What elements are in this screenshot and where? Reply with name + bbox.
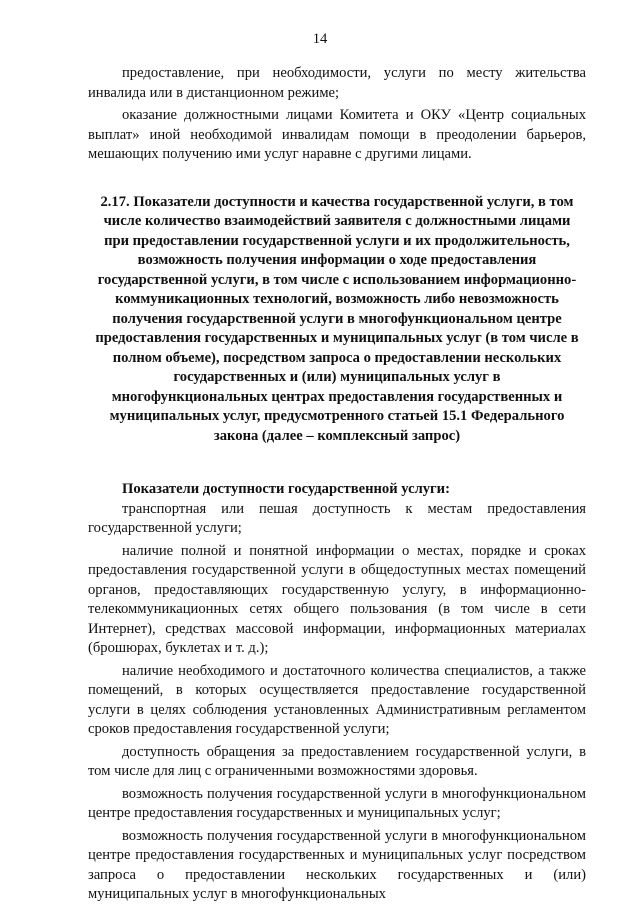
paragraph: оказание должностными лицами Комитета и ОКУ «Центр социальных выплат» иной необходимой инвалидам помощи в преодолении барьеров, мешающих получению ими услуг наравне с другими лицами.: [88, 107, 586, 162]
paragraph: наличие полной и понятной информации о местах, порядке и сроках предоставления государственной услуги в общедоступных местах помещений органов, предоставляющих государственную услугу, в информационно-телекоммуникационных сетях общего пользования (в том числе в сети Интернет), средствах массовой информации, информационных материалах (брошюрах, буклетах и т. д.);: [88, 542, 586, 656]
paragraph: транспортная или пешая доступность к местам предоставления государственной услуги;: [88, 500, 586, 536]
paragraph: доступность обращения за предоставлением государственной услуги, в том числе для лиц с ограниченными возможностями здоровья.: [88, 743, 586, 779]
document-body: [88, 64, 586, 905]
paragraph: наличие необходимого и достаточного количества специалистов, а также помещений, в которых осуществляется предоставление государственной услуги в целях соблюдения установленных Административным регламентом сроков предоставления государственной услуги;: [88, 662, 586, 737]
subheading: Показатели доступности государственной услуги:: [122, 481, 450, 497]
paragraph: возможность получения государственной услуги в многофункциональном центре предоставления государственных и муниципальных услуг посредством запроса о предоставлении нескольких государственных и (или) муниципальных услуг в многофункциональных: [88, 827, 586, 902]
paragraph: возможность получения государственной услуги в многофункциональном центре предоставления государственных и муниципальных услуг;: [88, 785, 586, 821]
paragraph: предоставление, при необходимости, услуги по месту жительства инвалида или в дистанционном режиме;: [88, 65, 586, 101]
page-number: 14: [312, 31, 328, 47]
section-heading: 2.17. Показатели доступности и качества государственной услуги, в том числе количество взаимодействий заявителя с должностными лицами при предоставлении государственной услуги и их продолжительность, возможность получения информации о ходе предоставления государственной услуги, в том числе с использованием информационно-коммуникационных технологий, возможность либо невозможность получения государственной услуги в многофункциональном центре предоставления государственных и муниципальных услуг (в том числе в полном объеме), посредством запроса о предоставлении нескольких государственных и (или) муниципальных услуг в многофункциональных центрах предоставления государственных и муниципальных услуг, предусмотренного статьей 15.1 Федерального закона (далее – комплексный запрос): [95, 193, 579, 444]
